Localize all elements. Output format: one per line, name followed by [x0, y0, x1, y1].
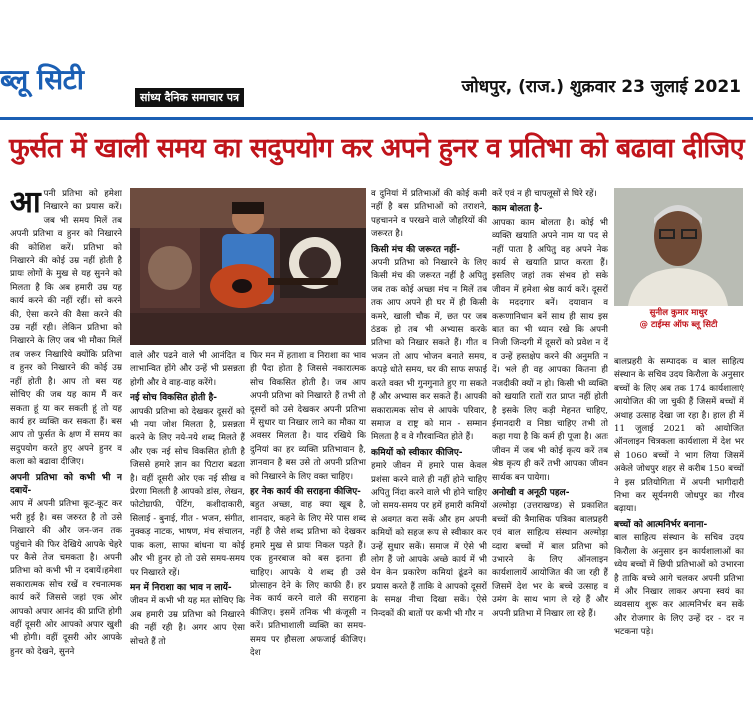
- masthead-rule: [0, 117, 753, 120]
- author-photo: [614, 188, 743, 306]
- newspaper-tagline: सांध्य दैनिक समाचार पत्र: [135, 88, 244, 107]
- paragraph: करें एवं न ही चापलूसों से घिरे रहें।: [492, 189, 597, 199]
- paragraph: आपकी प्रतिभा को देखकर दूसरों को भी नया जोश मिलता है, प्रसन्नता करने के लिए नये-नये शब्द मिलते हैं और एक नई सोच विकसित होती है जिससे हमारे ज्ञान का पिटारा बढता है। वहीं दूसरी ओर एक नई सीख व प्रेरणा मिलती है आपको डांस, लेखन, फोटोग्राफी, पेंटिंग, कशीदाकारी, सिलाई - बुनाई, गीत - भजन, संगीत, नुक्कड़ नाटक, भाषण, मंच संचालन, पाक कला, साफा बांधना या कोई और भी हुनर हो तो उसे समय-समय पर निखारते रहें।: [130, 406, 245, 578]
- author-caption: [614, 307, 743, 331]
- paragraph: हमारे जीवन में हमारे पास केवल प्रशंसा करने वाले ही नहीं होने चाहिए अपितु निंदा करने वाले भी होने चाहिए जो समय-समय पर हमें हमारी कमियों से अवगत करा सकें और हम अपनी कमियों को सहज रूप से स्वीकार कर उन्हें सुधार सकें। समाज में ऐसे भी लोग हैं जो आपके अच्छे कार्य में भी येन केन प्रकारेण कमियां ढूंढने का प्रयास करते हैं ताकि वे आपको दूसरों के समक्ष नीचा दिखा सकें। ऐसे निन्दकों की बातों पर कभी भी गौर न: [371, 461, 487, 619]
- paragraph: वाले और पढने वाले भी आनंदित व लाभान्वित होंगे और उन्हें भी प्रसन्नता होगी और वे वाह-वाह करेंगे।: [130, 351, 245, 388]
- subheading: कमियों को स्वीकार कीजिए-: [371, 447, 463, 458]
- subheading: किसी मंच की जरूरत नहीं-: [371, 244, 460, 255]
- author-portrait-illustration: [614, 188, 743, 306]
- paragraph: जीवन में कभी भी यह मत सोचिए कि अब हमारी उम्र प्रतिभा को निखारने की नहीं रही है। अगर आप ऐसा सोचते हैं तो: [130, 596, 245, 647]
- article-column-2: [130, 350, 245, 710]
- masthead: [0, 48, 753, 108]
- subheading: काम बोलता है-: [492, 204, 543, 215]
- child-guitar-photo: [130, 188, 366, 345]
- subheading: नई सोच विकसित होती है-: [130, 393, 217, 404]
- paragraph: आपका काम बोलता है। कोई भी व्यक्ति खयाति अपने नाम या पद से नहीं पाता है अपितु वह अपने नेक कार्य से खयाति प्राप्त करता हैं। इसलिए जहां तक संभव हो सके जीवन में हमेशा श्रेष्ठ कार्य करें। दूसरों के मददगार बनें। दयावान व करूणानिधान बनें साथ ही साथ इस बात का भी ध्यान रखे कि अपनी निजी जिन्दगी में दूसरों को प्रवेश न दें व उन्हें हस्तक्षेप करने की अनुमति न दें। भले ही वह आपका कितना ही नजदीकी क्यों न हो। किसी भी व्यक्ति को खयाति रातों रात प्राप्त नहीं होती है इसके लिए कड़ी मेहनत चाहिए, ईमानदारी व निष्ठा चाहिए तभी तो कहा गया है कि कर्म ही पूजा है। अतः जीवन में जब भी कोई कृत्य करें तब श्रेष्ठ कृत्य ही करें तभी आपका जीवन सार्थक बन पायेगा।: [492, 217, 608, 483]
- dateline: जोधपुर, (राज.) शुक्रवार 23 जुलाई 2021: [461, 77, 741, 97]
- paragraph: फिर मन में हताशा व निराशा का भाव ही पैदा होता है जिससे नकारात्मक सोच विकसित होती है। जब आप अपनी प्रतिभा को निखारते हैं तभी तो दूसरों को उसे देखकर अपनी प्रतिभा में सुधार या निखार लाने का मौका या अवसर मिलता है। याद रखिये कि दुनियां का हर व्यक्ति प्रतिभावान है, ज्ञानवान है बस उसे तो अपनी प्रतिभा को निखारने के लिए वक्त चाहिए।: [250, 351, 366, 482]
- newspaper-logo: ब्लू सिटी: [0, 63, 84, 96]
- article-column-5: [492, 188, 608, 708]
- subheading: हर नेक कार्य की सराहना कीजिए-: [250, 487, 361, 498]
- article-column-6: [614, 356, 744, 710]
- subheading: बच्चों को आत्मनिर्भर बनाना-: [614, 519, 708, 530]
- paragraph: अल्मोड़ा (उत्तराखण्ड) से प्रकाशित बच्चों की त्रैमासिक पत्रिका बालप्रहरी एवं बाल साहित्य संस्थान अल्मोड़ा व्दारा बच्चों में बाल प्रतिभा को उभारने के लिए ऑनलाइन कार्यशालायें आयोजित की जा रही हैं जिसमें देश भर के बच्चे उत्साह व उमंग के साथ भाग ले रहे हैं और अपनी प्रतिभा में निखार ला रहे हैं।: [492, 501, 608, 619]
- article-headline: फुर्सत में खाली समय का सदुपयोग कर अपने हुनर व प्रतिभा को बढावा दीजिए: [8, 133, 744, 164]
- paragraph: बाल साहित्य संस्थान के सचिव उदय किरौला के अनुसार इन कार्यशालाओं का ध्येय बच्चों में छिपी प्रतिभाओं को उभारना है ताकि बच्चे आगे चलकर अपनी प्रतिभा में और निखार लाकर अपना स्वयं का व्यवसाय शुरू कर आत्मनिर्भर बन सकें और रोजगार के लिए उन्हें दर - दर न भटकना पड़े।: [614, 533, 744, 638]
- paragraph: बहुत अच्छा, वाह क्या खूब है, शानदार, कहने के लिए मेरे पास शब्द नहीं है जैसे शब्द प्रतिभा को देखकर हमारे मुख से प्रायः निकल पड़ते हैं। एक हुनरबाज को बस इतना ही चाहिए। आपके ये शब्द ही उसे प्रोत्साहन देने के लिए काफी हैं। हर नेक कार्य करने वाले की सराहना कीजिए। इसमें तनिक भी कंजूसी न करें। प्रतिभाशाली व्यक्ति का समय-समय पर हौसला अफजाई कीजिए। देश: [250, 500, 366, 658]
- subheading: मन में निराशा का भाव न लायें-: [130, 582, 232, 593]
- article-column-4: [371, 188, 487, 708]
- paragraph: पनी प्रतिभा को हमेशा निखारने का प्रयास करें। जब भी समय मिलें तब अपनी प्रतिभा व हुनर को निखारने की कोशिश करें। प्रतिभा को निखारने की कोई उम्र नहीं होती है प्रायः लोगों के मुख से यह सुनने को मिलता है कि अब हमारी उम्र यह कार्य करने की नहीं रहीं। सो करने की, ऐसा करने की वैसा करने की उम्र नहीं रही। लेकिन प्रतिभा को निखारने के लिए जब भी मौका मिलें तब जरूर निखारिये क्योंकि प्रतिभा व हुनर को निखारने की कोई उम्र नहीं होती है। आप तो बस यह सोचिए की जब यह काम मैं कर सकता हूं या कर सकती हूं तो यह कार्य हर व्यक्ति कर सकता हैं। बस आप तो फुर्सत के क्षण में समय का सदुपयोग करते हुए अपने हुनर व कला को बढावा दीजिए।: [10, 189, 122, 468]
- subheading: अनोखी व अनूठी पहल-: [492, 487, 570, 498]
- article-column-3: [250, 350, 366, 710]
- paragraph: व दुनियां में प्रतिभाओं की कोई कमी नहीं है बस प्रतिभाओं को तराशने, पहचानने व परखने वाले जौहरियों की जरूरत है।: [371, 189, 487, 240]
- drop-cap: आ: [10, 188, 41, 220]
- paragraph: बालप्रहरी के सम्पादक व बाल साहित्य संस्थान के सचिव उदय किरौला के अनुसार बच्चों के लिए अब तक 174 कार्यशालाएं आयोजित की जा चुकी हैं जिसमें बच्चों में अथाह उत्साह देखा जा रहा है। हाल ही में 11 जुलाई 2021 को आयोजित ऑनलाइन चित्रकला कार्यशाला में देश भर से 1060 बच्चों ने भाग लिया जिसमें अकेले जोधपुर शहर से करीब 150 बच्चों ने इस प्रतियोगिता में अपनी भागीदारी निभा कर सूर्यनगरी जोधपुर का गौरव बढ़ाया।: [614, 357, 744, 515]
- article-column-1: [10, 188, 122, 708]
- paragraph: आप में अपनी प्रतिभा कूट-कूट कर भरी हुई है। बस जरुरत है तो उसे निखारने की और जन-जन तक पहुंचाने की फिर देखिये आपके चेहरे पर कैसे तेज चमकता है। अपनी प्रतिभा को कभी भी न दबायें।हमेशा सकारात्मक सोच रखें व रचनात्मक कार्य करें जिससे जहां एक ओर आपको अपार आनंद की प्राप्ति होगी वहीं दूसरी ओर आपको अपार खुशी भी होगी। वहीं दूसरी ओर आपके हुनर को देखने, सुनने: [10, 499, 122, 657]
- subheading: अपनी प्रतिभा को कभी भी न दबायें-: [10, 472, 122, 496]
- photo-illustration: [130, 188, 366, 345]
- author-role: @ टाईम्स ऑफ ब्लू सिटी: [639, 320, 718, 330]
- paragraph: अपनी प्रतिभा को निखारने के लिए किसी मंच की जरूरत नहीं है अपितु जब तक कोई अच्छा मंच न मिलें तब तक आप अपने ही घर में ही किसी कमरे, खाली चौक में, छत पर जब ठंडक हो तब भी अभ्यास करके प्रतिभा को निखार सकते हैं। गीत व भजन तो आप भोजन बनाते समय, कपड़े धोते समय, घर की साफ सफाई करते वक्त भी गुनगुनाते हुए गा सकते हैं और अभ्यास कर सकते हैं। आपकी सकारात्मक सोच से आपके परिवार, समाज व राष्ट्र को मान - सम्मान मिलता है व वे गौरवान्वित होते हैं।: [371, 258, 487, 443]
- author-name: सुनील कुमार माथुर: [649, 308, 708, 318]
